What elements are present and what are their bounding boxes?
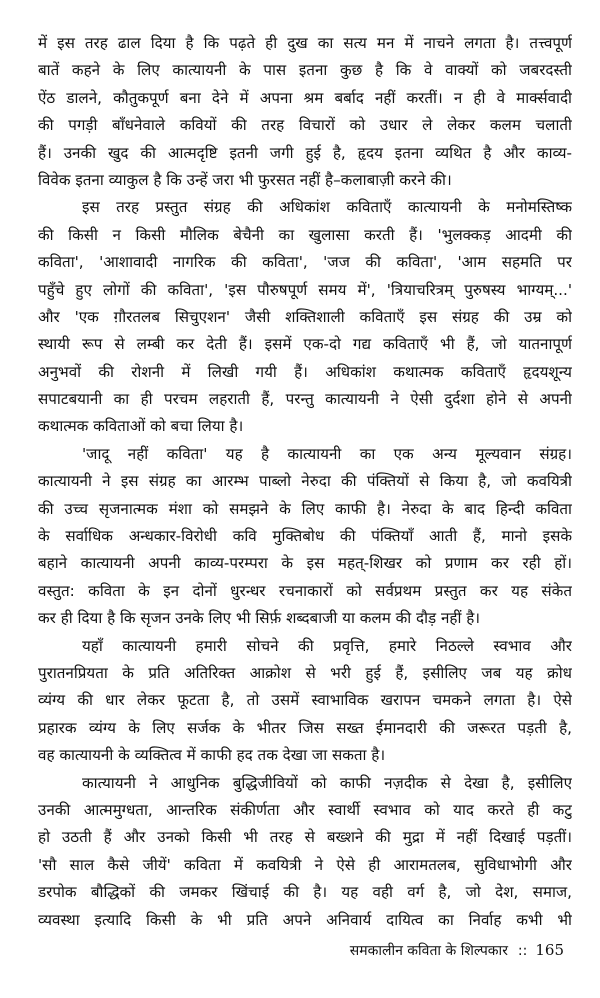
text-line: की किसी न किसी मौलिक बेचैनी का खुलासा करती हैं। 'भुलक्कड़ आदमी की — [38, 225, 572, 244]
text-line: प्रहारक व्यंग्य के लिए सर्जक के भीतर जिस सख्त ईमानदारी की जरूरत पड़ती है, — [38, 718, 572, 737]
text-line: के सर्वाधिक अन्धकार-विरोधी कवि मुक्तिबोध की पंक्तियाँ आती हैं, मानो इसके — [38, 527, 572, 546]
text-line: हैं। उनकी खुद की आत्मदृष्टि इतनी जगी हुई है, हृदय इतना व्यथित है और काव्य- — [38, 143, 572, 162]
text-line: सपाटबयानी का ही परचम लहराती हैं, परन्तु कात्यायनी ने ऐसी दुर्दशा होने से अपनी — [38, 390, 572, 409]
text-line: कविता', 'आशावादी नागरिक की कविता', 'जज की कविता', 'आम सहमति पर — [38, 253, 572, 272]
text-line: कर ही दिया है कि सृजन उनके लिए भी सिर्फ़ शब्दबाजी या कलम की दौड़ नहीं है। — [38, 609, 481, 628]
text-line: यहाँ कात्यायनी हमारी सोचने की प्रवृत्ति, हमारे निठल्ले स्वभाव और — [82, 636, 572, 655]
text-line: वस्तुत: कविता के इन दोनों धुरन्धर रचनाकारों को सर्वप्रथम प्रस्तुत कर यह संकेत — [38, 581, 572, 600]
text-line: डरपोक बौद्धिकों की जमकर खिंचाई की है। यह वही वर्ग है, जो देश, समाज, — [38, 883, 572, 902]
page-number: 165 — [535, 941, 564, 959]
text-line: में इस तरह ढाल दिया है कि पढ़ते ही दुख का सत्य मन में नाचने लगता है। तत्त्वपूर्ण — [38, 34, 572, 52]
text-line: पुरातनप्रियता के प्रति अतिरिक्त आक्रोश से भरी हुई हैं, इसीलिए जब यह क्रोध — [38, 663, 572, 682]
text-line: विवेक इतना व्याकुल है कि उन्हें जरा भी फुरसत नहीं है–कलाबाज़ी करने की। — [38, 170, 452, 189]
text-line: ऐंठ डालने, कौतुकपूर्ण बना देने में अपना श्रम बर्बाद नहीं करतीं। न ही वे मार्क्सवादी — [38, 88, 572, 107]
body-text — [38, 30, 572, 934]
text-line: की उच्च सृजनात्मक मंशा को समझने के लिए काफी है। नेरुदा के बाद हिन्दी कविता — [38, 499, 572, 518]
text-line: बातें कहने के लिए कात्यायनी के पास इतना कुछ है कि वे वाक्यों को जबरदस्ती — [38, 61, 572, 80]
page-footer — [350, 941, 564, 960]
text-line: 'सौ साल कैसे जीयें' कविता में कवयित्री ने ऐसे ही आरामतलब, सुविधाभोगी और — [38, 855, 572, 874]
text-line: की पगड़ी बाँधनेवाले कवियों की तरह विचारों को उधार ले लेकर कलम चलाती — [38, 116, 572, 135]
text-line: कात्यायनी ने इस संग्रह का आरम्भ पाब्लो नेरुदा की पंक्तियों से किया है, जो कवयित्री — [38, 472, 572, 491]
running-title: समकालीन कविता के शिल्पकार — [349, 943, 508, 959]
text-line: स्थायी रूप से लम्बी कर देती हैं। इसमें एक-दो गद्य कविताएँ भी हैं, जो यातनापूर्ण — [38, 335, 572, 354]
text-line: व्यवस्था इत्यादि किसी के भी प्रति अपने अनिवार्य दायित्व का निर्वाह कभी भी — [38, 910, 572, 929]
text-line: उनकी आत्ममुग्धता, आन्तरिक संकीर्णता और स्वार्थी स्वभाव को याद करते ही कटु — [38, 800, 572, 819]
text-line: पहुँचे हुए लोगों की कविता', 'इस पौरुषपूर्ण समय में', 'त्रियाचरित्रम् पुरुषस्य भाग्यम्...' — [38, 280, 572, 299]
footer-separator: :: — [517, 943, 528, 959]
text-line: हो उठती हैं और उनको किसी भी तरह से बख्शने की मुद्रा में नहीं दिखाई पड़तीं। — [38, 828, 572, 847]
text-line: वह कात्यायनी के व्यक्तित्व में काफी हद तक देखा जा सकता है। — [38, 746, 386, 765]
text-line: अनुभवों की रोशनी में लिखी गयी हैं। अधिकांश कथात्मक कविताएँ हृदयशून्य — [38, 362, 572, 381]
text-line: 'जादू नहीं कविता' यह है कात्यायनी का एक अन्य मूल्यवान संग्रह। — [82, 444, 572, 463]
text-line: कात्यायनी ने आधुनिक बुद्धिजीवियों को काफी नज़दीक से देखा है, इसीलिए — [82, 773, 572, 792]
text-line: इस तरह प्रस्तुत संग्रह की अधिकांश कविताएँ कात्यायनी के मनोमस्तिष्क — [82, 198, 572, 217]
text-line: व्यंग्य की धार लेकर फूटता है, तो उसमें स्वाभाविक खरापन चमकने लगता है। ऐसे — [38, 691, 572, 710]
text-line: और 'एक ग़ौरतलब सिचुएशन' जैसी शक्तिशाली कविताएँ इस संग्रह की उम्र को — [38, 307, 572, 326]
text-line: बहाने कात्यायनी अपनी काव्य-परम्परा के इस महत्-शिखर को प्रणाम कर रही हों। — [38, 554, 572, 573]
text-line: कथात्मक कविताओं को बचा लिया है। — [38, 417, 244, 436]
